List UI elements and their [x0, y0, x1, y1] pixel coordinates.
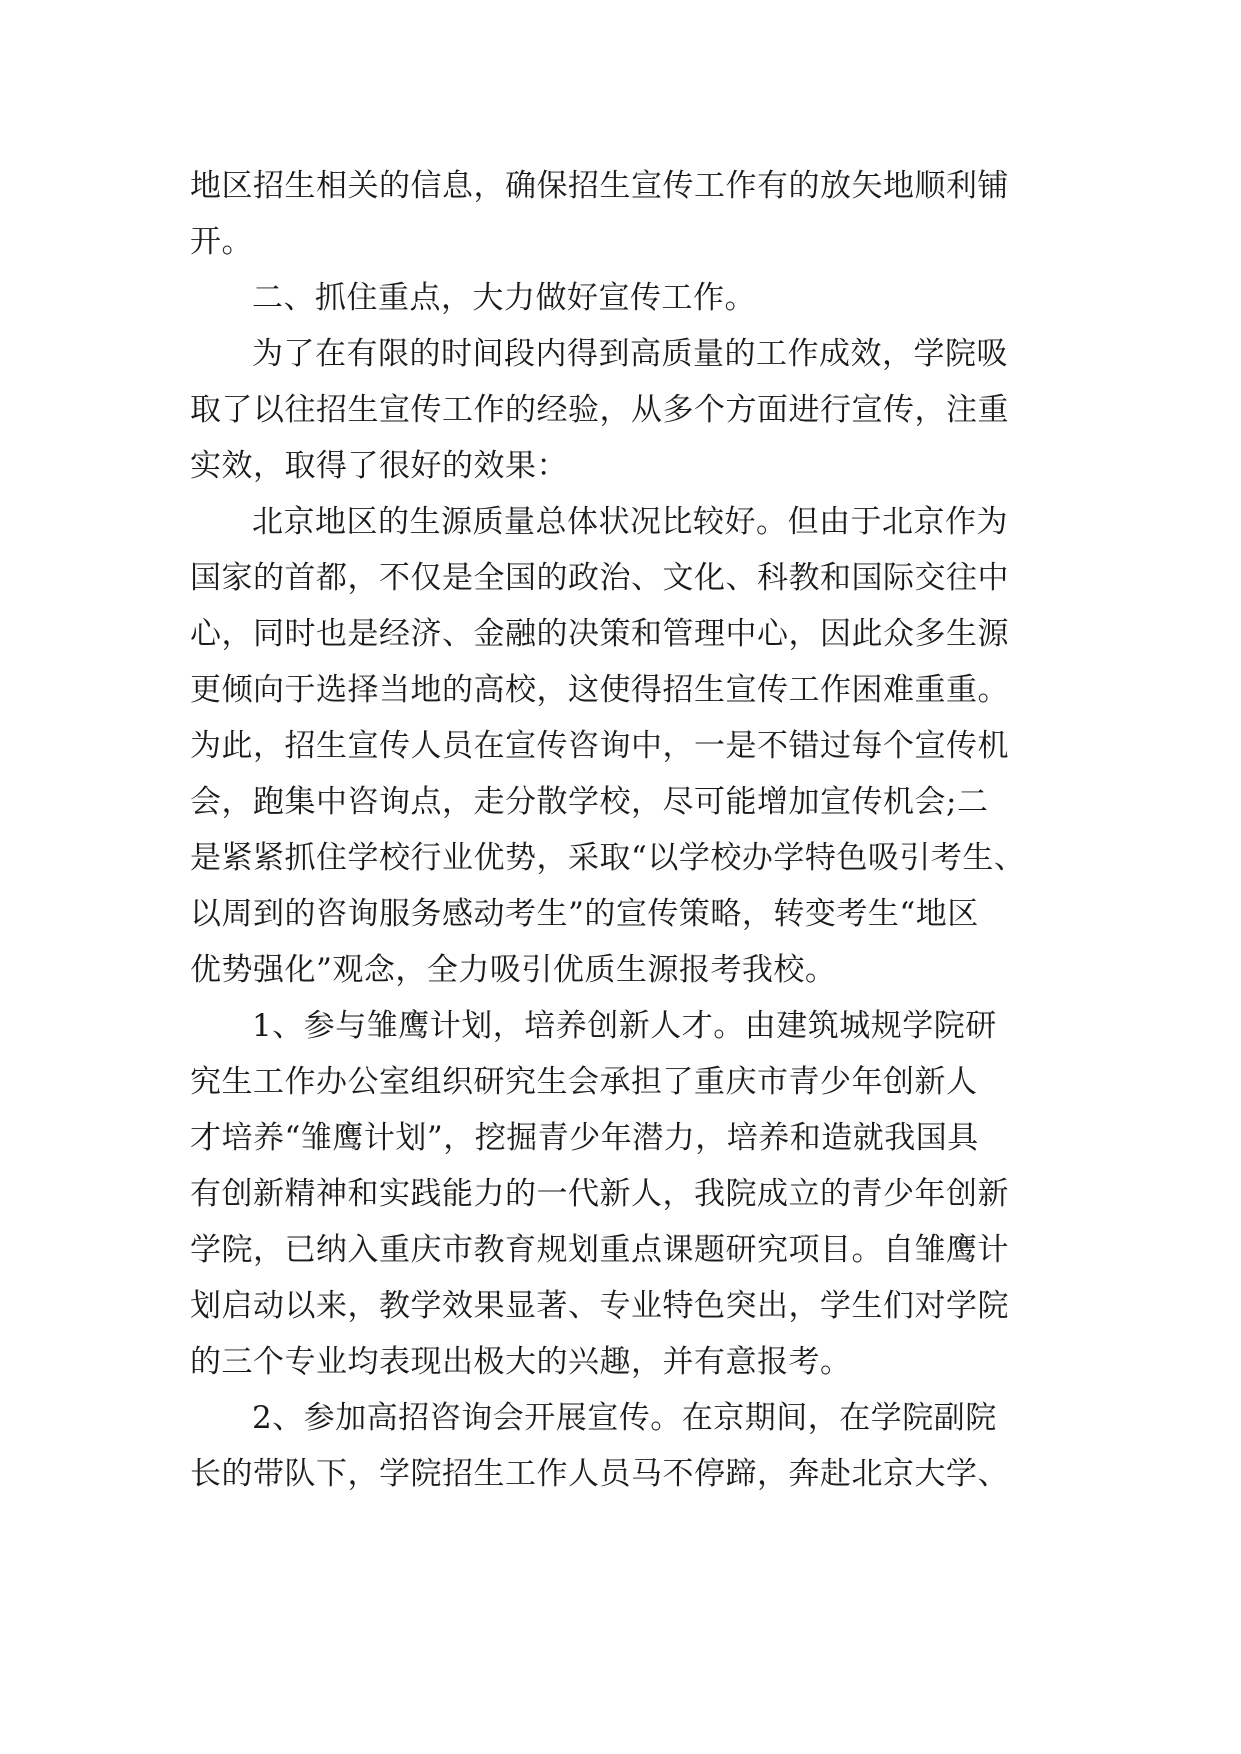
text-line: 地区招生相关的信息，确保招生宣传工作有的放矢地顺利铺 — [190, 168, 1009, 204]
text-line: 有创新精神和实践能力的一代新人，我院成立的青少年创新 — [190, 1176, 1009, 1212]
text-line: 会，跑集中咨询点，走分散学校，尽可能增加宣传机会;二 — [190, 784, 989, 820]
body-text — [190, 158, 1060, 1502]
text-line: 才培养“雏鹰计划”，挖掘青少年潜力，培养和造就我国具 — [190, 1120, 979, 1156]
text-line: 1、参与雏鹰计划，培养创新人才。由建筑城规学院研 — [252, 1008, 997, 1044]
text-line: 国家的首都，不仅是全国的政治、文化、科教和国际交往中 — [190, 560, 1009, 596]
text-line: 开。 — [190, 224, 253, 260]
text-line: 为了在有限的时间段内得到高质量的工作成效，学院吸 — [252, 336, 1008, 372]
text-line: 学院，已纳入重庆市教育规划重点课题研究项目。自雏鹰计 — [190, 1232, 1009, 1268]
section-heading: 二、抓住重点，大力做好宣传工作。 — [252, 280, 756, 316]
text-line: 以周到的咨询服务感动考生”的宣传策略，转变考生“地区 — [190, 896, 979, 932]
text-line: 的三个专业均表现出极大的兴趣，并有意报考。 — [190, 1344, 852, 1380]
text-line: 划启动以来，教学效果显著、专业特色突出，学生们对学院 — [190, 1288, 1009, 1324]
text-line: 北京地区的生源质量总体状况比较好。但由于北京作为 — [252, 504, 1008, 540]
text-line: 更倾向于选择当地的高校，这使得招生宣传工作困难重重。 — [190, 672, 1009, 708]
text-line: 取了以往招生宣传工作的经验，从多个方面进行宣传，注重 — [190, 392, 1009, 428]
text-line: 2、参加高招咨询会开展宣传。在京期间，在学院副院 — [252, 1400, 997, 1436]
text-line: 为此，招生宣传人员在宣传咨询中，一是不错过每个宣传机 — [190, 728, 1009, 764]
text-line: 优势强化”观念，全力吸引优质生源报考我校。 — [190, 952, 837, 988]
text-line: 究生工作办公室组织研究生会承担了重庆市青少年创新人 — [190, 1064, 978, 1100]
text-line: 长的带队下，学院招生工作人员马不停蹄，奔赴北京大学、 — [190, 1456, 1009, 1492]
text-line: 心，同时也是经济、金融的决策和管理中心，因此众多生源 — [190, 616, 1009, 652]
text-line: 实效，取得了很好的效果： — [190, 448, 568, 484]
text-line: 是紧紧抓住学校行业优势，采取“以学校办学特色吸引考生、 — [190, 840, 1026, 876]
